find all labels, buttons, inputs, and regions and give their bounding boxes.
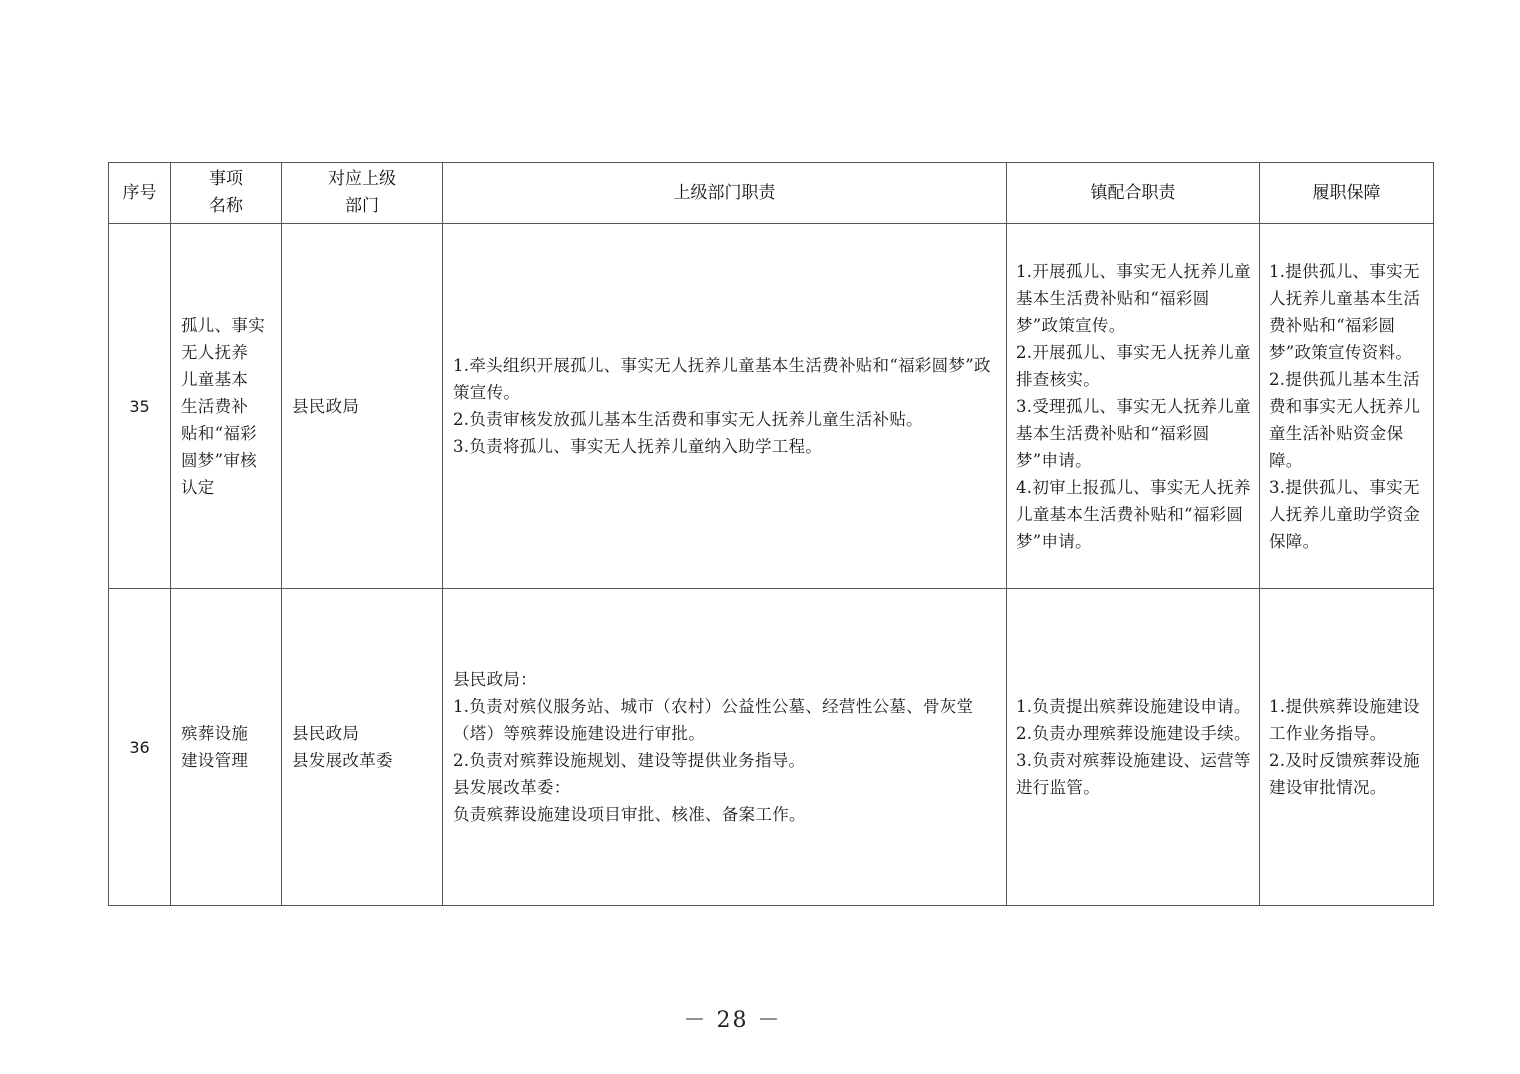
- item-name-cell: [171, 224, 282, 589]
- duty-table: [108, 162, 1434, 906]
- header-index: 序号: [109, 163, 171, 224]
- upper-dept-text: 县民政局: [292, 396, 360, 416]
- upper-duties-text: 1.牵头组织开展孤儿、事实无人抚养儿童基本生活费补贴和“福彩圆梦”政策宣传。 2.负责审核发放孤儿基本生活费和事实无人抚养儿童生活补贴。 3.负责将孤儿、事实无人抚养儿童纳入助学工程。: [453, 356, 991, 456]
- upper-dept-cell: [282, 589, 443, 906]
- table-row: [109, 589, 1434, 906]
- guarantee-text: 1.提供殡葬设施建设工作业务指导。 2.及时反馈殡葬设施建设审批情况。: [1269, 697, 1420, 797]
- upper-duties-text: 县民政局： 1.负责对殡仪服务站、城市（农村）公益性公墓、经营性公墓、骨灰堂（塔）等殡葬设施建设进行审批。 2.负责对殡葬设施规划、建设等提供业务指导。 县发展改革委： 负责殡葬设施建设项目审批、核准、备案工作。: [453, 670, 974, 824]
- page-number: － 28 －: [683, 1008, 782, 1033]
- header-upper-dept: 对应上级 部门: [282, 163, 443, 224]
- town-duties-text: 1.负责提出殡葬设施建设申请。 2.负责办理殡葬设施建设手续。 3.负责对殡葬设施建设、运营等进行监管。: [1016, 697, 1251, 797]
- town-duties-cell: [1007, 589, 1260, 906]
- table-header-row: [109, 163, 1434, 224]
- town-duties-text: 1.开展孤儿、事实无人抚养儿童基本生活费补贴和“福彩圆梦”政策宣传。 2.开展孤儿、事实无人抚养儿童排查核实。 3.受理孤儿、事实无人抚养儿童基本生活费补贴和“福彩圆梦”申请。 4.初审上报孤儿、事实无人抚养儿童基本生活费补贴和“福彩圆梦”申请。: [1016, 261, 1251, 551]
- header-item-name: 事项 名称: [171, 163, 282, 224]
- guarantee-cell: [1260, 224, 1434, 589]
- town-duties-cell: [1007, 224, 1260, 589]
- upper-dept-cell: [282, 224, 443, 589]
- row-index: 35: [109, 224, 171, 589]
- row-index: 36: [109, 589, 171, 906]
- upper-duties-cell: [443, 224, 1007, 589]
- upper-duties-cell: [443, 589, 1007, 906]
- header-upper-duties: 上级部门职责: [443, 163, 1007, 224]
- header-town-duties: 镇配合职责: [1007, 163, 1260, 224]
- header-guarantee: 履职保障: [1260, 163, 1434, 224]
- guarantee-text: 1.提供孤儿、事实无人抚养儿童基本生活费补贴和“福彩圆梦”政策宣传资料。 2.提供孤儿基本生活费和事实无人抚养儿童生活补贴资金保障。 3.提供孤儿、事实无人抚养儿童助学资金保障。: [1269, 261, 1421, 551]
- table-row: [109, 224, 1434, 589]
- item-name-text: 孤儿、事实 无人抚养 儿童基本 生活费补 贴和“福彩 圆梦”审核 认定: [181, 315, 265, 497]
- guarantee-cell: [1260, 589, 1434, 906]
- item-name-text: 殡葬设施 建设管理: [181, 724, 249, 770]
- item-name-cell: [171, 589, 282, 906]
- upper-dept-text: 县民政局 县发展改革委: [292, 724, 393, 770]
